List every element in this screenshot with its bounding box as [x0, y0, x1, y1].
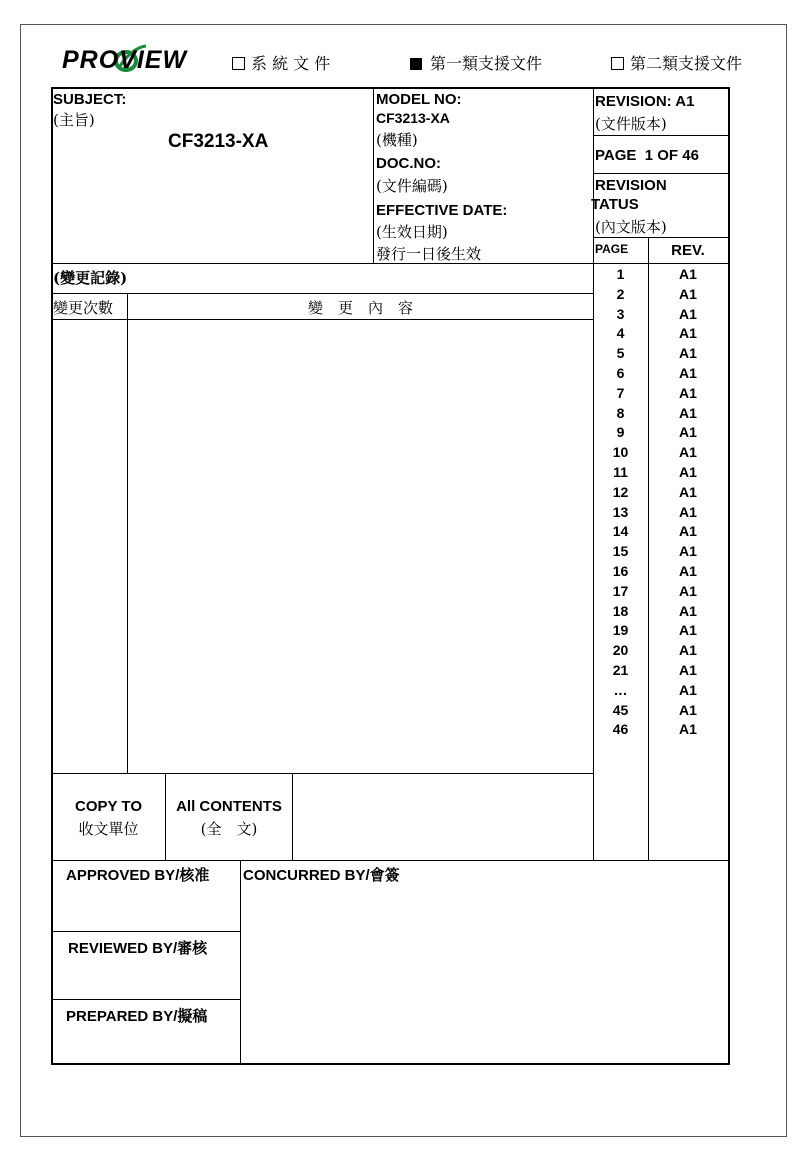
subject-label: SUBJECT:: [53, 91, 127, 108]
status-row-page: 20: [612, 642, 629, 659]
copy-to-label-cn: 收文單位: [78, 820, 139, 838]
form-left-border: [51, 87, 53, 1064]
status-row-page: 18: [612, 602, 629, 619]
status-row-page: 46: [612, 721, 629, 738]
check-system-doc[interactable]: 系 統 文 件: [232, 51, 330, 74]
divider-subject-model: [373, 87, 374, 263]
concurred-by-label: CONCURRED BY/會簽: [243, 867, 400, 884]
status-row-rev: A1: [679, 523, 697, 540]
status-row-rev: A1: [679, 642, 697, 659]
logo-text: PROVIEW: [62, 46, 188, 74]
status-row-page: 45: [612, 701, 629, 718]
status-row-page: 10: [612, 444, 629, 461]
status-row-page: 12: [612, 483, 629, 500]
effective-date-label: EFFECTIVE DATE:: [376, 202, 508, 219]
divider-sign-top: [51, 860, 728, 861]
status-row-page: 14: [612, 523, 629, 540]
status-row-rev: A1: [679, 424, 697, 441]
model-label: MODEL NO:: [376, 91, 462, 108]
divider-change-title: [51, 293, 593, 294]
status-row-rev: A1: [679, 543, 697, 560]
status-row-rev: A1: [679, 404, 697, 421]
revision-status-label-2: TATUS: [591, 196, 639, 213]
status-col-rev: REV.: [671, 242, 705, 259]
proview-logo: [62, 44, 198, 76]
status-row-rev: A1: [679, 365, 697, 381]
checkbox-empty-icon: [611, 57, 624, 70]
form-bottom-border: [51, 1063, 730, 1065]
status-row-page: 19: [612, 622, 629, 639]
status-row-rev: A1: [679, 266, 697, 282]
status-col-page: PAGE: [595, 242, 629, 256]
status-row-page: 1: [616, 266, 625, 282]
status-row-page: 2: [616, 285, 625, 302]
doc-no-label-cn: (文件編碼): [376, 177, 448, 195]
divider-revision-3: [593, 237, 728, 238]
check-class1-doc[interactable]: 第一類支援文件: [410, 51, 542, 74]
status-row-rev: A1: [679, 444, 697, 461]
change-count-header: 變更次數: [53, 299, 114, 317]
status-row-rev: A1: [679, 602, 697, 619]
reviewed-by-label: REVIEWED BY/審核: [68, 940, 208, 957]
divider-sign-cols: [240, 860, 241, 1063]
revision-status-label-1: REVISION: [595, 177, 667, 194]
divider-change-cols: [127, 293, 128, 773]
effective-date-label-cn: (生效日期): [376, 223, 448, 241]
divider-sign-2: [51, 999, 240, 1000]
status-row-page: 8: [616, 404, 625, 421]
page-of-total: PAGE 1 OF 46: [595, 147, 699, 164]
divider-revision-2: [593, 173, 728, 174]
subject-value: CF3213-XA: [168, 131, 269, 152]
status-row-rev: A1: [679, 721, 697, 738]
status-row-rev: A1: [679, 384, 697, 401]
copy-to-label: COPY TO: [75, 798, 142, 815]
status-row-page: 9: [616, 424, 625, 441]
status-row-rev: A1: [679, 464, 697, 480]
effective-date-value: 發行一日後生效: [376, 245, 482, 263]
checkbox-empty-icon: [232, 57, 245, 70]
status-row-rev: A1: [679, 563, 697, 579]
revision-status-label-cn: (內文版本): [595, 218, 667, 236]
status-row-rev: A1: [679, 325, 697, 342]
status-row-rev: A1: [679, 622, 697, 639]
status-row-rev: A1: [679, 701, 697, 718]
divider-copy-1: [165, 773, 166, 861]
all-contents-label-cn: (全 文): [200, 820, 258, 838]
form-right-border: [728, 87, 730, 1064]
status-row-rev: A1: [679, 582, 697, 599]
revision-label: REVISION: A1: [595, 93, 695, 110]
status-row-page: 17: [612, 582, 629, 599]
approved-by-label: APPROVED BY/核准: [66, 867, 210, 884]
status-row-rev: A1: [679, 503, 697, 520]
status-row-rev: A1: [679, 285, 697, 302]
model-value: CF3213-XA: [376, 110, 450, 126]
change-content-header: 變 更 內 容: [307, 299, 413, 317]
doc-no-label: DOC.NO:: [376, 155, 441, 172]
check-class2-doc[interactable]: 第二類支援文件: [611, 51, 742, 74]
status-row-rev: A1: [679, 345, 697, 362]
status-row-page: …: [613, 681, 628, 698]
divider-copy-2: [292, 773, 293, 861]
status-row-rev: A1: [679, 681, 697, 698]
prepared-by-label: PREPARED BY/擬稿: [66, 1008, 208, 1025]
checkbox-filled-icon: [410, 58, 422, 70]
status-row-rev: A1: [679, 305, 697, 322]
status-row-page: 3: [616, 305, 625, 322]
status-row-rev: A1: [679, 483, 697, 500]
change-record-title: (變更記錄): [53, 269, 128, 287]
divider-change-head: [51, 319, 593, 320]
status-row-page: 16: [612, 563, 629, 579]
revision-label-cn: (文件版本): [595, 115, 667, 133]
all-contents-label: All CONTENTS: [176, 798, 282, 815]
subject-label-cn: (主旨): [53, 111, 95, 129]
divider-sign-1: [51, 931, 240, 932]
divider-change-bottom: [51, 773, 593, 774]
form-top-border: [51, 87, 729, 89]
status-row-page: 6: [616, 365, 625, 381]
status-row-rev: A1: [679, 662, 697, 678]
status-row-page: 7: [616, 384, 625, 401]
status-row-page: 15: [612, 543, 629, 560]
status-row-page: 11: [613, 464, 628, 480]
status-row-page: 13: [612, 503, 629, 520]
status-row-page: 5: [616, 345, 625, 362]
status-row-page: 21: [612, 662, 629, 678]
status-row-page: 4: [616, 325, 625, 342]
divider-revision-1: [593, 135, 728, 136]
model-label-cn: (機種): [376, 131, 418, 149]
